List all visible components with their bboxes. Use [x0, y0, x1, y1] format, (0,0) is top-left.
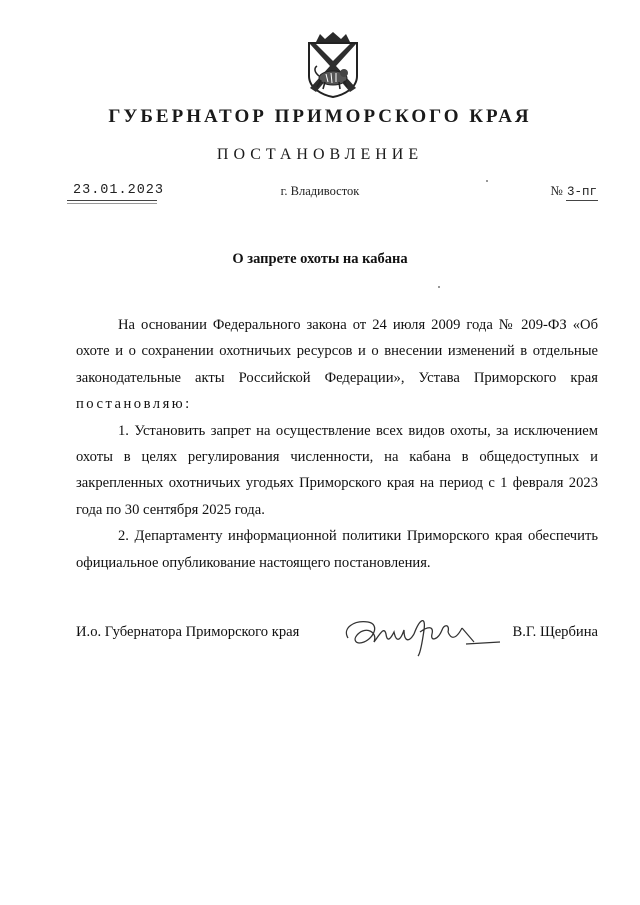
scan-speck — [438, 286, 440, 288]
document-number — [550, 183, 598, 199]
handwritten-signature-icon — [334, 612, 504, 658]
document-subject: О запрете охоты на кабана — [232, 251, 408, 267]
body-paragraph-2: 1. Установить запрет на осуществление всех видов охоты, за исключением охоты в целях регулирования численности, на кабана в общедоступных и закрепленных охотничьих угодьях Приморского края на период с 1 февраля 2023 года по 30 сентября 2025 года. — [76, 422, 598, 518]
document-date: 23.01.2023 — [73, 183, 165, 198]
signatory-name: В.Г. Щербина — [512, 624, 598, 640]
coat-of-arms-icon — [304, 32, 362, 98]
issuer-title: ГУБЕРНАТОР ПРИМОРСКОГО КРАЯ — [108, 106, 532, 127]
document-city: г. Владивосток — [280, 184, 360, 198]
signatory-position: И.о. Губернатора Приморского края — [76, 624, 300, 640]
date-underline — [67, 200, 157, 201]
document-meta — [0, 183, 640, 207]
signature-block — [76, 612, 598, 672]
body-paragraph-1 — [76, 312, 598, 418]
body-paragraph-1-text: На основании Федерального закона от 24 июля 2009 года № 209-ФЗ «Об охоте и о сохранении охотничьих ресурсов и о внесении изменений в отдельные законодательные акты Российской Федерации», Устава Приморского края — [76, 317, 598, 386]
scan-speck — [486, 180, 488, 182]
resolution-word: постановляю: — [76, 396, 192, 413]
number-prefix: № — [550, 183, 563, 198]
document-type: ПОСТАНОВЛЕНИЕ — [216, 146, 424, 163]
number-value: 3-пг — [566, 185, 597, 199]
body-paragraph-3: 2. Департаменту информационной политики Приморского края обеспечить официальное опубликование настоящего постановления. — [76, 528, 598, 571]
date-underline-shadow — [67, 203, 157, 204]
document-body — [76, 312, 598, 576]
